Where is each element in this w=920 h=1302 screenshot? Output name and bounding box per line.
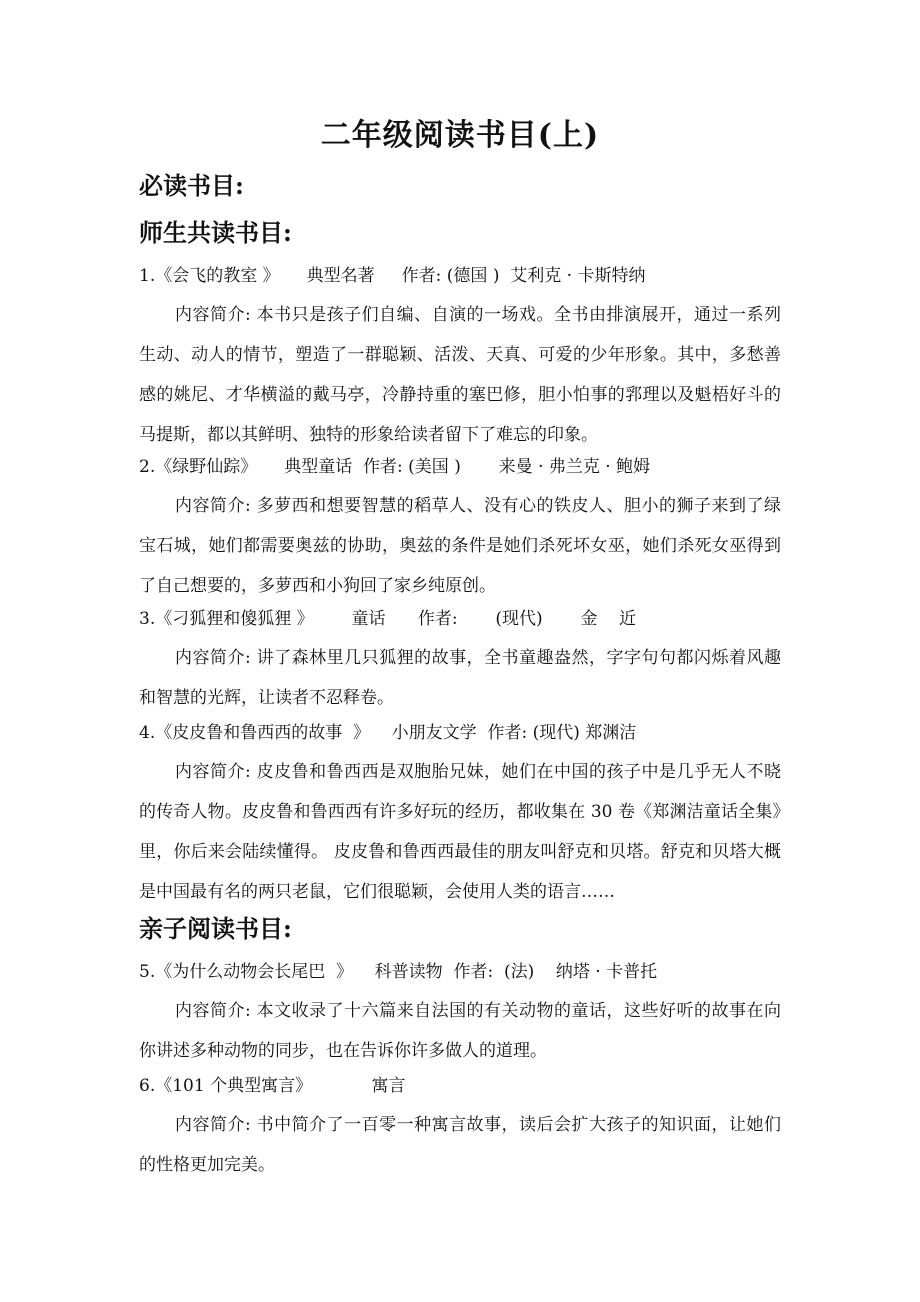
book-entry-1-heading: 1.《会飞的教室 》 典型名著 作者: (德国 ) 艾利克 · 卡斯特纳 xyxy=(139,266,646,286)
book-entry-4-description: 内容简介: 皮皮鲁和鲁西西是双胞胎兄妹，她们在中国的孩子中是几乎无人不晓的传奇人物。皮皮鲁和鲁西西有许多好玩的经历，都收集在 30 卷《郑渊洁童话全集》里，你后来会陆续懂得。 皮皮鲁和鲁西西最佳的朋友叫舒克和贝塔。舒克和贝塔大概是中国最有名的两只老鼠，它们很聪颖，会使用人类的语言…… xyxy=(139,762,781,902)
book-entry-5-description: 内容简介: 本文收录了十六篇来自法国的有关动物的童话，这些好听的故事在向你讲述多种动物的同步，也在告诉你许多做人的道理。 xyxy=(139,1001,781,1061)
book-entry-3-heading: 3.《刁狐狸和傻狐狸 》 童话 作者: (现代) 金 近 xyxy=(139,609,637,629)
section-parent-heading: 亲子阅读书目: xyxy=(139,914,292,943)
section-required-heading: 必读书目: xyxy=(139,171,244,200)
book-entry-6-description: 内容简介: 书中简介了一百零一种寓言故事，读后会扩大孩子的知识面，让她们的性格更加完美。 xyxy=(139,1115,781,1175)
book-entry-4-heading: 4.《皮皮鲁和鲁西西的故事 》 小朋友文学 作者: (现代) 郑渊洁 xyxy=(139,723,637,743)
book-entry-2-heading: 2.《绿野仙踪》 典型童话 作者: (美国 ) 来曼 · 弗兰克 · 鲍姆 xyxy=(139,457,651,477)
book-entry-3-description: 内容简介: 讲了森林里几只狐狸的故事，全书童趣盎然，字字句句都闪烁着风趣和智慧的光辉，让读者不忍释卷。 xyxy=(139,648,781,708)
book-entry-2-description: 内容简介: 多萝西和想要智慧的稻草人、没有心的铁皮人、胆小的狮子来到了绿宝石城，她们都需要奥兹的协助，奥兹的条件是她们杀死坏女巫，她们杀死女巫得到了自己想要的，多萝西和小狗回了家乡纯原创。 xyxy=(139,496,781,596)
page-title: 二年级阅读书目(上) xyxy=(320,118,600,153)
book-entry-1-description: 内容简介: 本书只是孩子们自编、自演的一场戏。全书由排演展开，通过一系列生动、动人的情节，塑造了一群聪颖、活泼、天真、可爱的少年形象。其中，多愁善感的姚尼、才华横溢的戴马亭，冷静持重的塞巴修，胆小怕事的郛理以及魁梧好斗的马提斯，都以其鲜明、独特的形象给读者留下了难忘的印象。 xyxy=(139,305,781,445)
book-entry-6-heading: 6.《101 个典型寓言》 寓言 xyxy=(139,1076,406,1096)
section-shared-heading: 师生共读书目: xyxy=(139,218,292,247)
book-entry-5-heading: 5.《为什么动物会长尾巴 》 科普读物 作者: (法) 纳塔 · 卡普托 xyxy=(139,962,658,982)
